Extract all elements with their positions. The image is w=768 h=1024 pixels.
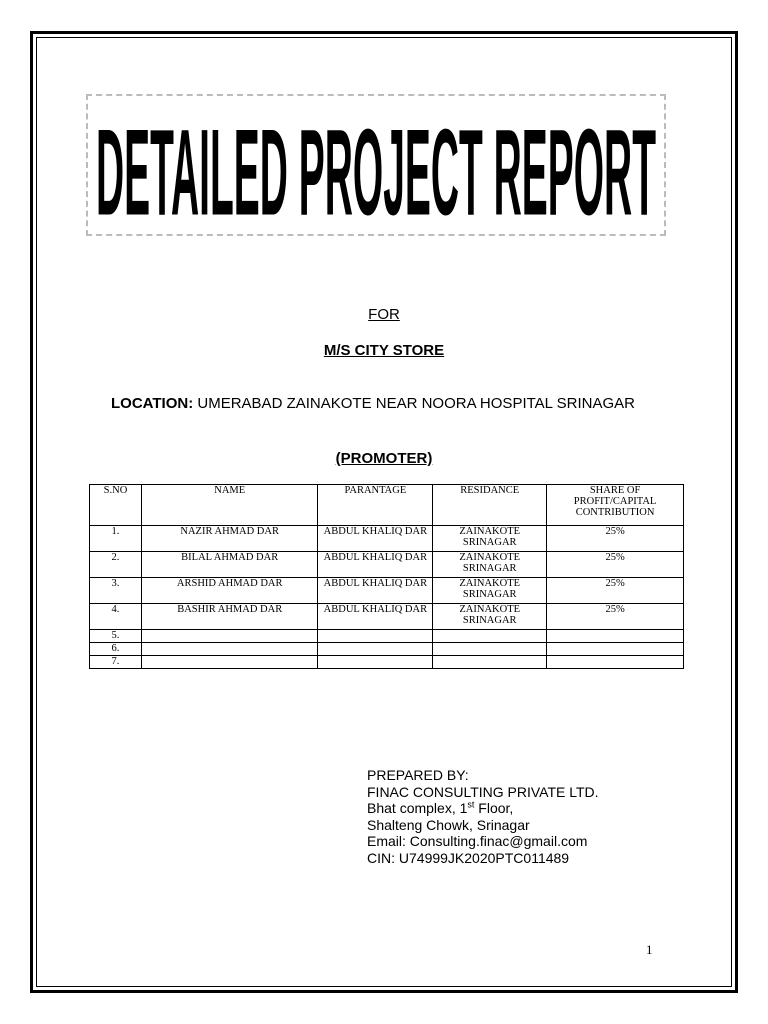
cell-sno: 2. <box>90 552 142 578</box>
prepared-by-block <box>367 767 599 866</box>
cell-parantage: ABDUL KHALIQ DAR <box>318 578 433 604</box>
address-line-2: Shalteng Chowk, Srinagar <box>367 816 530 833</box>
cell-parantage: ABDUL KHALIQ DAR <box>318 526 433 552</box>
cell-sno: 1. <box>90 526 142 552</box>
page-number: 1 <box>646 942 653 957</box>
table-row <box>90 552 684 578</box>
cell-share <box>547 630 684 643</box>
cell-parantage <box>318 656 433 669</box>
cin-line: CIN: U74999JK2020PTC011489 <box>367 849 570 866</box>
address-line-1-end: Floor, <box>474 800 514 816</box>
cell-parantage: ABDUL KHALIQ DAR <box>318 604 433 630</box>
cell-share: 25% <box>547 578 684 604</box>
header-name: NAME <box>141 485 318 526</box>
table-row <box>90 604 684 630</box>
cell-share: 25% <box>547 604 684 630</box>
cell-name: ARSHID AHMAD DAR <box>141 578 318 604</box>
cell-residance: ZAINAKOTE SRINAGAR <box>433 552 547 578</box>
header-sno: S.NO <box>90 485 142 526</box>
title-banner <box>86 94 666 236</box>
address-line-1-start: Bhat complex, 1 <box>367 800 468 816</box>
cell-name <box>141 643 318 656</box>
cell-residance: ZAINAKOTE SRINAGAR <box>433 604 547 630</box>
promoter-table <box>89 484 684 669</box>
cell-name: NAZIR AHMAD DAR <box>141 526 318 552</box>
table-row <box>90 656 684 669</box>
header-residance: RESIDANCE <box>433 485 547 526</box>
email-line: Email: Consulting.finac@gmail.com <box>367 833 588 849</box>
company-name: FINAC CONSULTING PRIVATE LTD. <box>367 783 599 800</box>
cell-parantage <box>318 643 433 656</box>
cell-sno: 7. <box>90 656 142 669</box>
cell-name: BASHIR AHMAD DAR <box>141 604 318 630</box>
location-value: UMERABAD ZAINAKOTE NEAR NOORA HOSPITAL SRINAGAR <box>193 395 635 412</box>
cell-share <box>547 656 684 669</box>
cell-name <box>141 630 318 643</box>
prepared-by-label: PREPARED BY: <box>367 767 469 783</box>
cell-parantage <box>318 630 433 643</box>
cell-sno: 3. <box>90 578 142 604</box>
cell-residance <box>433 656 547 669</box>
table-row <box>90 578 684 604</box>
cell-residance <box>433 643 547 656</box>
cell-parantage: ABDUL KHALIQ DAR <box>318 552 433 578</box>
cell-share: 25% <box>547 552 684 578</box>
floor-ordinal: st <box>467 799 475 810</box>
table-row <box>90 526 684 552</box>
table-header-row <box>90 485 684 526</box>
cell-residance: ZAINAKOTE SRINAGAR <box>433 526 547 552</box>
table-row <box>90 643 684 656</box>
cell-sno: 4. <box>90 604 142 630</box>
cell-share: 25% <box>547 526 684 552</box>
firm-name: M/S CITY STORE <box>323 342 445 359</box>
cell-sno: 6. <box>90 643 142 656</box>
promoter-heading: (PROMOTER) <box>335 450 433 467</box>
location-line <box>111 395 635 412</box>
cell-sno: 5. <box>90 630 142 643</box>
cell-share <box>547 643 684 656</box>
cell-name <box>141 656 318 669</box>
for-label: FOR <box>368 306 400 323</box>
address-line-1 <box>367 800 599 817</box>
header-share: SHARE OF PROFIT/CAPITAL CONTRIBUTION <box>547 485 684 526</box>
cell-residance <box>433 630 547 643</box>
report-title: DETAILED PROJECT REPORT <box>95 103 656 234</box>
title-wordart <box>88 96 664 234</box>
cell-residance: ZAINAKOTE SRINAGAR <box>433 578 547 604</box>
location-label: LOCATION: <box>111 395 194 412</box>
header-parantage: PARANTAGE <box>318 485 433 526</box>
cell-name: BILAL AHMAD DAR <box>141 552 318 578</box>
table-row <box>90 630 684 643</box>
